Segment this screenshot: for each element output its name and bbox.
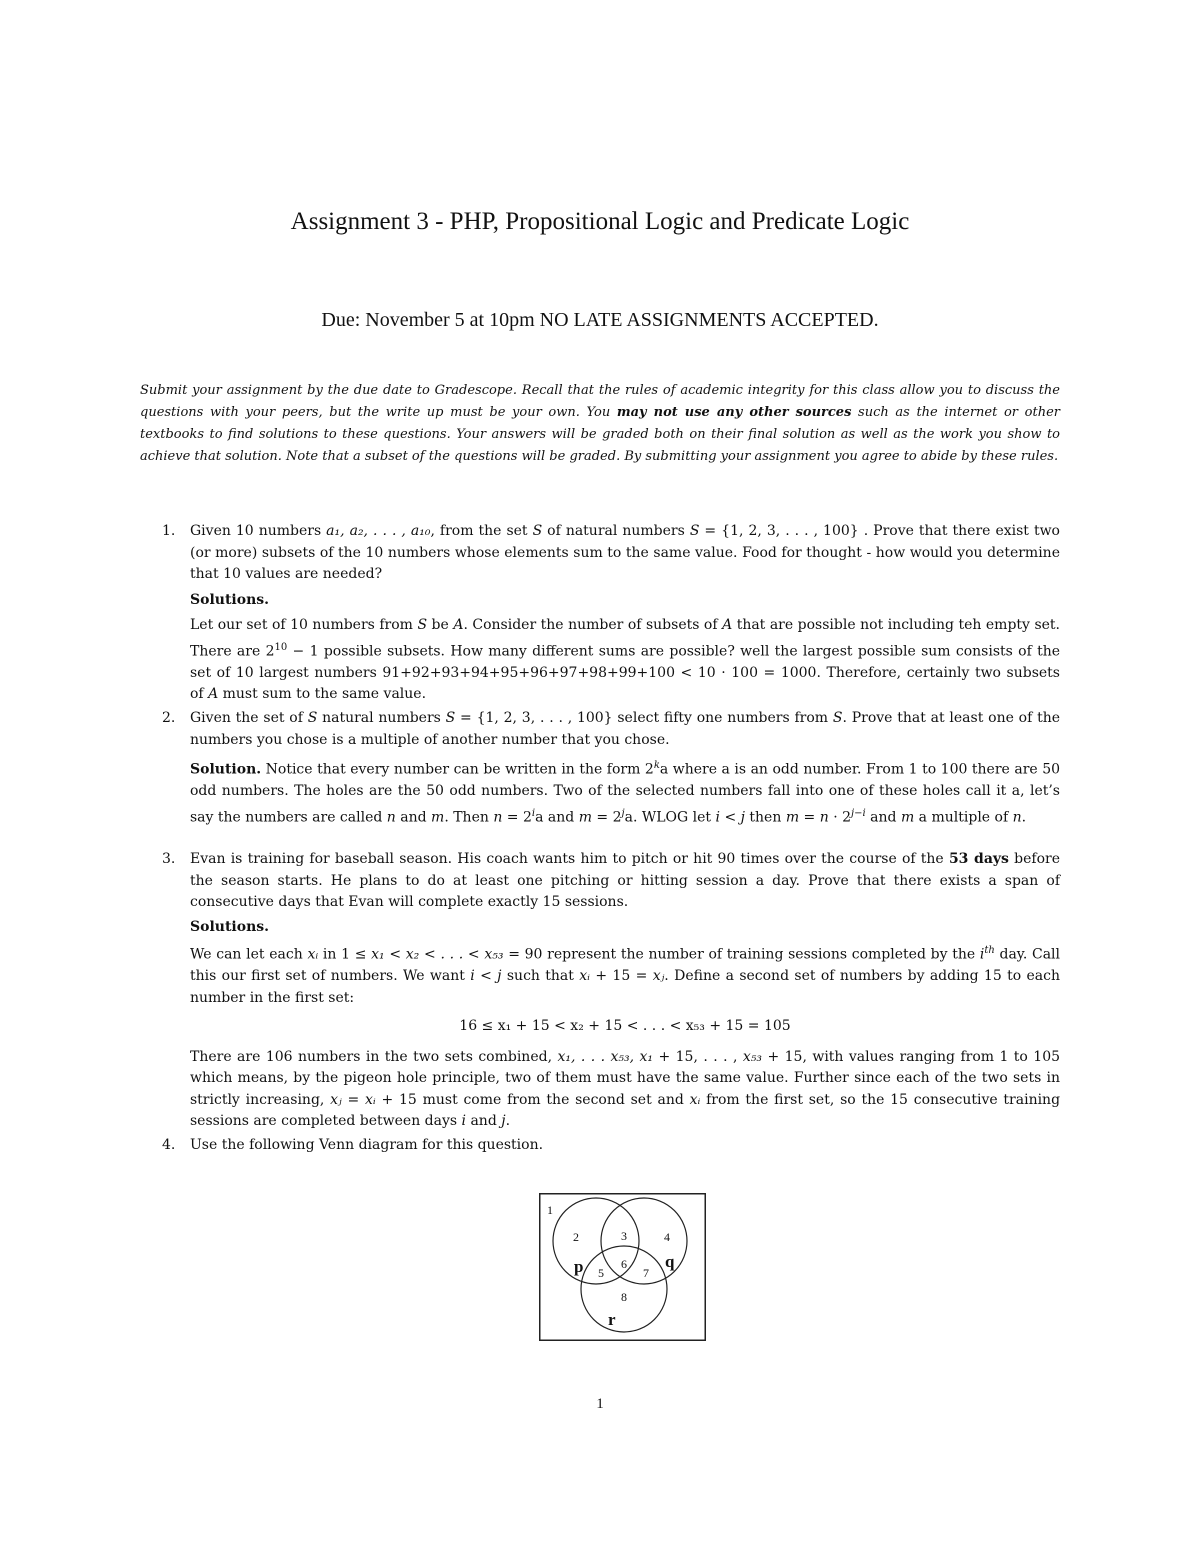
question-3-solution-continued	[190, 1047, 1060, 1133]
q2-sol-text: = 2	[591, 809, 622, 826]
question-3-equation: 16 ≤ x₁ + 15 < x₂ + 15 < . . . < x₅₃ + 15 = 105	[459, 1018, 791, 1035]
question-4	[162, 1135, 1060, 1157]
venn-diagram	[539, 1193, 706, 1341]
question-2-text	[190, 708, 1060, 751]
page-number: 1	[596, 1396, 604, 1412]
venn-region-6: 6	[621, 1257, 627, 1271]
question-2-solution	[190, 755, 1060, 829]
q3-sol-text: There are 106 numbers in the two sets combined,	[190, 1048, 558, 1065]
q2-sol-text: · 2	[828, 809, 852, 826]
q2-math: S	[307, 710, 318, 726]
intro-text-1: Submit your assignment by the due date to Gradescope. Recall that the rules of academic integrity for this class allow you to discuss the questions with your peers, but the write up must be your own. You	[140, 383, 1060, 420]
venn-label-q: q	[665, 1252, 675, 1271]
q2-sol-math: m	[431, 809, 445, 826]
q3-sol-text: + 15 must come from the second set and	[375, 1091, 690, 1108]
q3-sol-math: i < j	[470, 968, 502, 985]
q2-sol-exponent: j−i	[851, 807, 866, 819]
q3-sol-math: xᵢ	[579, 968, 590, 985]
venn-region-3: 3	[621, 1229, 627, 1243]
venn-region-4: 4	[664, 1230, 670, 1244]
venn-region-1: 1	[547, 1203, 553, 1217]
q3-sol-exponent: th	[984, 945, 995, 956]
q1-text: Given 10 numbers	[190, 523, 327, 539]
q3-sol-text: .	[505, 1113, 511, 1130]
question-3-solution	[190, 940, 1060, 1009]
venn-region-2: 2	[573, 1230, 579, 1244]
q3-sol-text: such that	[501, 968, 580, 985]
question-1	[162, 521, 1061, 706]
q2-sol-math: i < j	[715, 809, 745, 826]
q3-sol-math: xᵢ	[689, 1091, 701, 1108]
q2-sol-math: m = n	[785, 809, 829, 826]
q2-sol-exponent: j	[621, 807, 625, 819]
q1-sol-text: that are possible not including teh empty set. There are 2	[190, 617, 1061, 660]
question-3	[162, 849, 1061, 1133]
q3-sol-text: from the first set, so the 15 consecutive training sessions are completed between days	[190, 1091, 1061, 1130]
q3-sol-text: . Define a second set of numbers by adding 15 to each number in the first set:	[190, 968, 1060, 1006]
q2-text: . Prove that at least one of the numbers you chose is a multiple of another number that you chose.	[190, 710, 1060, 748]
q2-sol-math: m	[578, 809, 592, 826]
q3-sol-math: i	[979, 946, 985, 963]
question-2-number: 2.	[162, 710, 176, 726]
question-1-solution-label: Solutions.	[190, 591, 270, 608]
assignment-title: Assignment 3 - PHP, Propositional Logic and Predicate Logic	[290, 208, 910, 235]
question-3-text	[190, 849, 1060, 914]
q2-sol-exponent: k	[653, 760, 660, 771]
venn-region-7: 7	[643, 1266, 649, 1280]
q3-sol-math: x₁ < x₂ < . . . < x₅₃	[371, 946, 504, 963]
intro-text-2: such as the internet or other textbooks to find solutions to these questions. Your answers will be graded both on their final solution as well as the work you show to achieve that solution. Note that a subset of the questions will be graded. By submitting your assignment you agree to abide by these rules.	[140, 405, 1060, 464]
q2-sol-math: m	[900, 809, 915, 826]
venn-label-p: p	[574, 1257, 584, 1276]
q1-sol-math: A	[453, 617, 464, 633]
q2-math: S	[445, 710, 456, 726]
q2-math: S	[832, 710, 843, 726]
q2-sol-math: n	[386, 809, 396, 826]
q1-sol-text: must sum to the same value.	[218, 686, 427, 703]
q3-text-bold: 53 days	[948, 851, 1009, 867]
q3-sol-math: j	[501, 1113, 506, 1130]
q3-text: before the season starts. He plans to do at least one pitching or hitting session a day. Prove that there exists a span of consecutive days that Evan will complete exactly 15 sessions.	[190, 851, 1060, 910]
q1-math: S	[532, 523, 543, 539]
instructions-paragraph	[140, 380, 1060, 468]
q2-sol-text: and	[395, 809, 432, 826]
question-3-solution-label: Solutions.	[190, 918, 270, 935]
q1-text: = {1, 2, 3, . . . , 100} . Prove that there exist two (or more) subsets of the 10 numbers whose elements sum to the same value. Food for thought - how would you determine that 10 values are needed?	[190, 523, 1060, 582]
q2-sol-math: n	[1012, 809, 1022, 826]
venn-region-8: 8	[621, 1290, 627, 1304]
question-2-solution-label: Solution.	[190, 761, 262, 778]
q3-sol-text: in 1 ≤	[318, 946, 372, 963]
q1-math: a₁, a₂, . . . , a₁₀	[326, 523, 431, 539]
q2-sol-exponent: i	[531, 807, 536, 819]
q2-sol-text: a and	[535, 809, 579, 826]
q3-sol-math: x₅₃	[742, 1048, 763, 1065]
q2-text: Given the set of	[190, 710, 308, 726]
q1-sol-math: A	[722, 617, 733, 633]
q3-sol-text: = 90 represent the number of training sessions completed by the	[503, 946, 980, 963]
q3-text: Evan is training for baseball season. His coach wants him to pitch or hit 90 times over the course of the	[190, 851, 949, 867]
q1-text: of natural numbers	[542, 523, 690, 539]
q1-sol-text: be	[427, 617, 454, 633]
q3-sol-text: day. Call this our first set of numbers. We want	[190, 946, 1061, 985]
due-date: Due: November 5 at 10pm NO LATE ASSIGNMENTS ACCEPTED.	[321, 309, 879, 331]
q2-text: = {1, 2, 3, . . . , 100} select fifty one numbers from	[455, 710, 833, 726]
q2-sol-text: a where a is an odd number. From 1 to 100 there are 50 odd numbers. The holes are the 50 odd numbers. Two of the selected numbers fall into one of these holes call it a, let’s say the numbers are called	[190, 761, 1061, 826]
question-3-number: 3.	[162, 851, 176, 867]
q2-text: natural numbers	[317, 710, 446, 726]
question-1-solution	[190, 615, 1060, 706]
q2-sol-text: . Then	[444, 809, 494, 826]
q2-sol-text: = 2	[502, 809, 532, 826]
q3-sol-math: x₁, . . . x₅₃, x₁	[557, 1048, 654, 1065]
q3-sol-text: + 15 =	[589, 968, 653, 985]
q2-sol-text: Notice that every number can be written in the form 2	[261, 761, 654, 778]
q1-sol-text: . Consider the number of subsets of	[463, 617, 723, 633]
q2-sol-text: a. WLOG let	[624, 809, 716, 826]
question-1-text	[190, 521, 1060, 586]
q2-sol-text: .	[1021, 809, 1027, 826]
q3-sol-math: xⱼ = xᵢ	[330, 1091, 376, 1108]
venn-region-5: 5	[598, 1266, 604, 1280]
q1-sol-text: Let our set of 10 numbers from	[190, 617, 418, 633]
q3-sol-text: + 15, with values ranging from 1 to 105 which means, by the pigeon hole principle, two of them must have the same value. Further since each of the two sets in strictly increasing,	[190, 1048, 1061, 1108]
question-2	[162, 708, 1061, 829]
q3-sol-text: We can let each	[190, 946, 308, 963]
q1-sol-text: − 1 possible subsets. How many different sums are possible? well the largest possible sum consists of the set of 10 largest numbers 91+92+93+94+95+96+97+98+99+100 < 10 · 100 = 1000. Therefore, certainly two subsets of	[190, 643, 1061, 703]
intro-bold: may not use any other sources	[616, 405, 852, 420]
q1-math: S	[689, 523, 700, 539]
question-4-number: 4.	[162, 1137, 176, 1153]
q2-sol-text: and	[865, 809, 901, 826]
q1-sol-exponent: 10	[274, 641, 288, 653]
q3-sol-text: and	[466, 1113, 502, 1130]
question-1-number: 1.	[162, 523, 176, 539]
q3-sol-math: xᵢ	[307, 946, 319, 963]
venn-label-r: r	[608, 1310, 616, 1329]
q3-sol-math: i	[461, 1113, 466, 1130]
q3-sol-math: xⱼ	[652, 968, 665, 985]
q1-sol-math: S	[417, 617, 428, 633]
q2-sol-text: a multiple of	[914, 809, 1013, 826]
q3-sol-text: + 15, . . . ,	[653, 1048, 743, 1065]
q1-sol-math: A	[208, 686, 219, 703]
q2-sol-text: then	[744, 809, 786, 826]
q1-text: , from the set	[430, 523, 533, 539]
question-4-text: Use the following Venn diagram for this question.	[190, 1137, 544, 1153]
q2-sol-math: n	[493, 809, 503, 826]
